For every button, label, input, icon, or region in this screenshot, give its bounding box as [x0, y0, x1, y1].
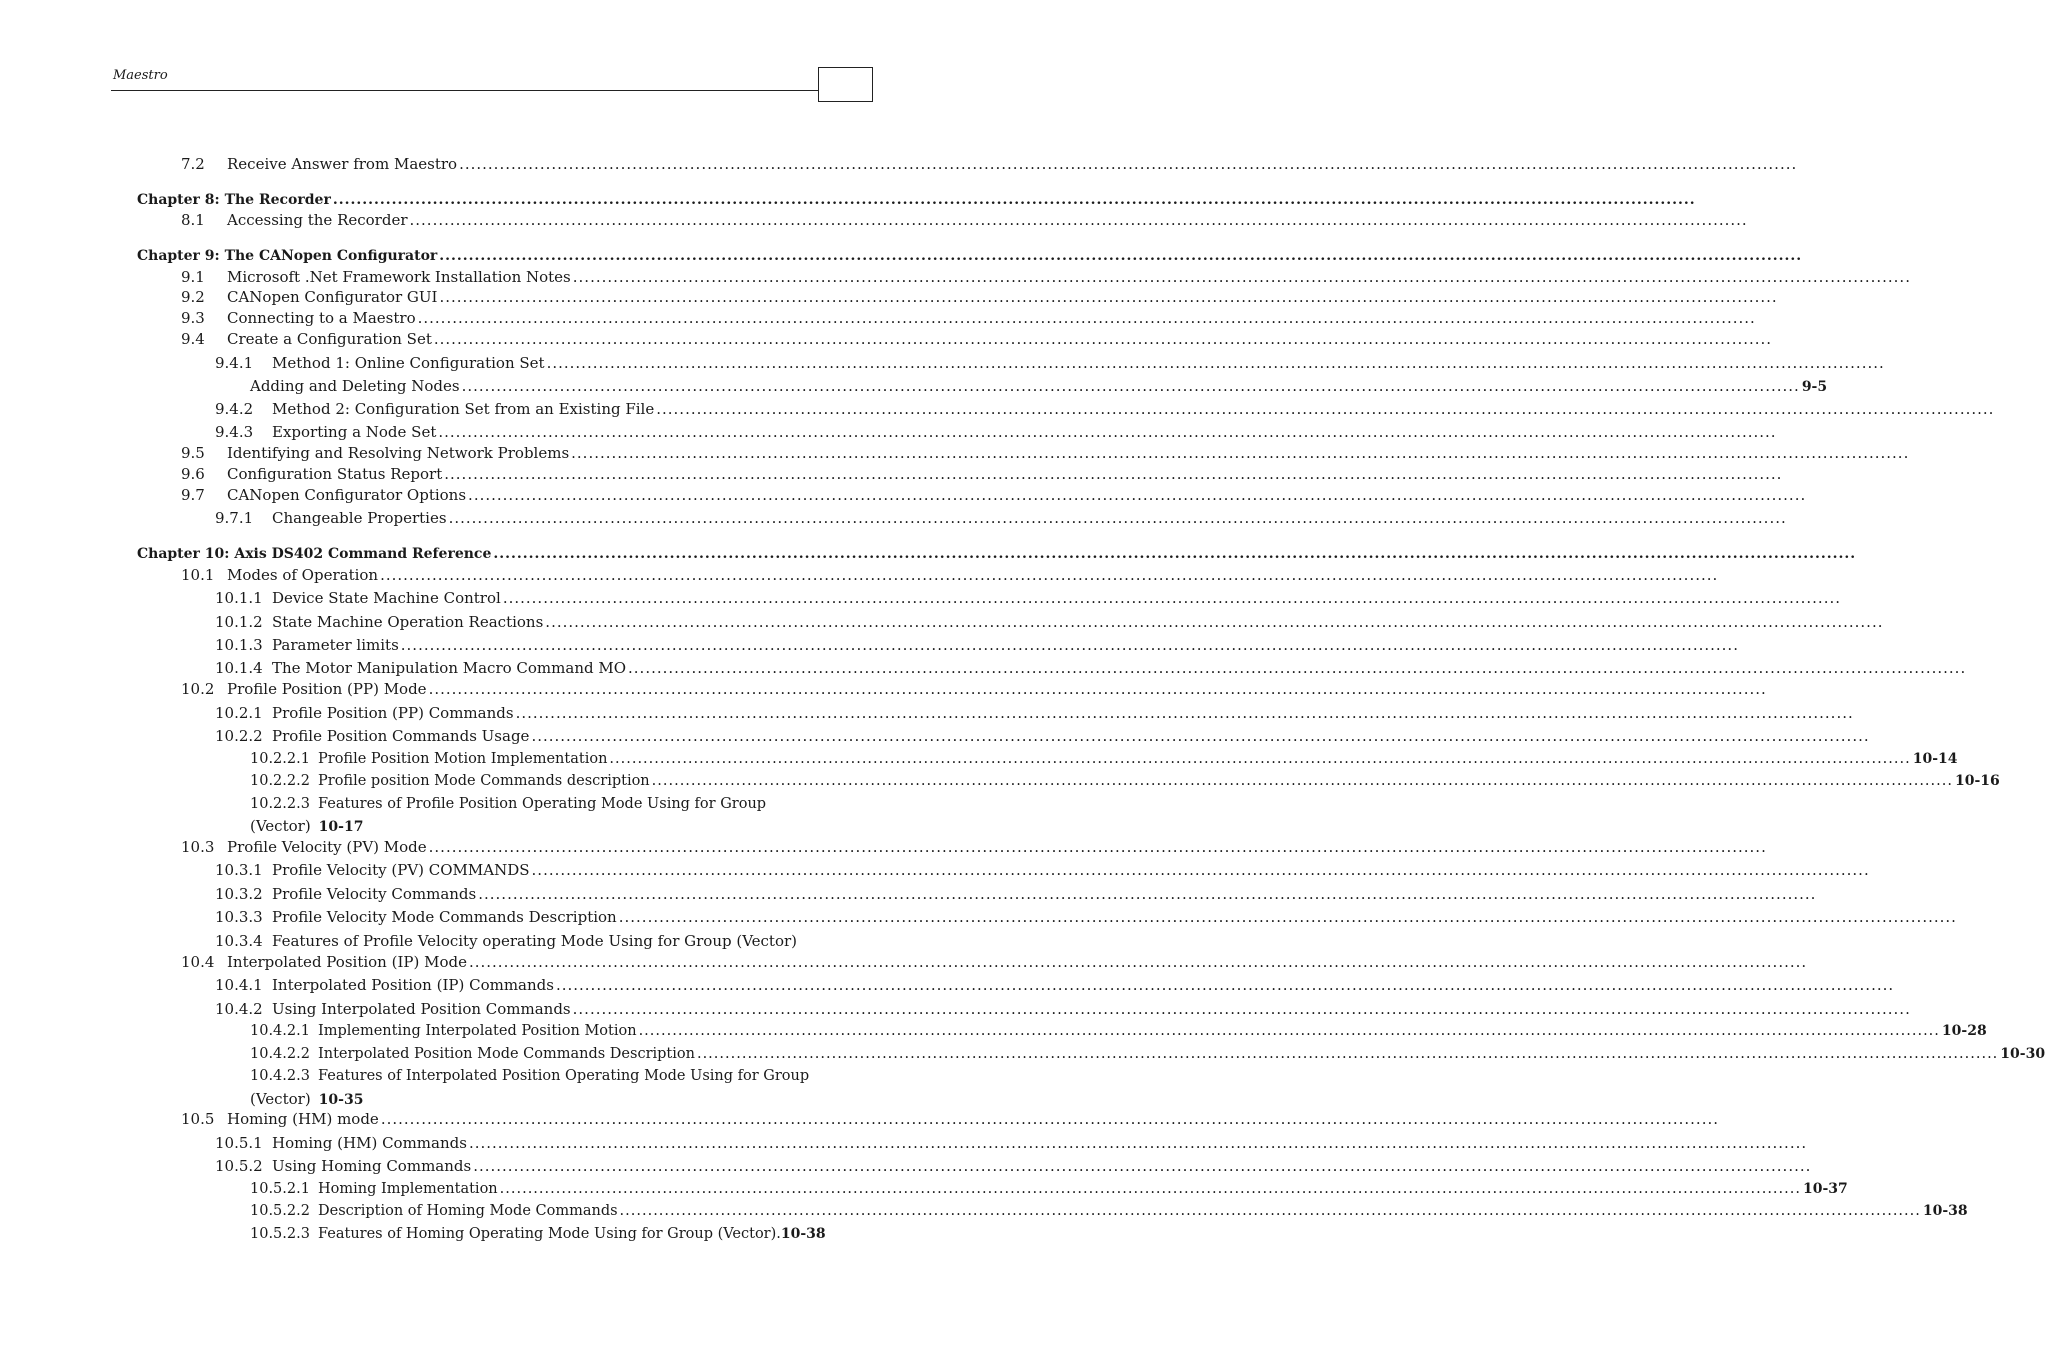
toc-title: Configuration Status Report	[227, 465, 443, 483]
toc-number: 10.1.2	[215, 613, 263, 631]
toc-title: Microsoft .Net Framework Installation Notes	[227, 268, 571, 286]
toc-title: Exporting a Node Set	[272, 423, 437, 441]
toc-page-number: 10-28	[1941, 1023, 1987, 1039]
toc-entry-9-5[interactable]	[181, 443, 792, 463]
toc-number: 10.3.3	[215, 908, 263, 926]
toc-entry-9-4-1[interactable]	[215, 353, 788, 373]
toc-title: Changeable Properties	[272, 509, 447, 527]
toc-chapter-8[interactable]	[137, 190, 795, 210]
toc-number: 9.2	[181, 288, 205, 306]
toc-leader	[503, 588, 1841, 608]
toc-number: 10.2.2.2	[250, 773, 310, 789]
toc-leader	[401, 635, 1739, 655]
toc-title: (Vector)	[250, 817, 311, 835]
toc-title: Chapter 9: The CANopen Configurator	[137, 248, 438, 264]
toc-number: 10.4.2.2	[250, 1046, 310, 1062]
toc-leader	[410, 210, 1748, 230]
toc-entry-10-4-2-2[interactable]	[250, 1044, 2045, 1064]
toc-page-number: 10-14	[1912, 751, 1958, 767]
toc-entry-10-5-2-1[interactable]	[250, 1179, 1848, 1199]
toc-number: 10.3.1	[215, 861, 263, 879]
toc-number: 10.1.3	[215, 636, 263, 654]
toc-entry-7-2[interactable]	[181, 154, 792, 174]
toc-entry-10-5[interactable]	[181, 1109, 775, 1129]
toc-entry-adding-deleting-nodes[interactable]	[250, 376, 1828, 396]
toc-leader	[571, 443, 1909, 463]
toc-leader	[573, 267, 1911, 287]
toc-chapter-10[interactable]	[137, 544, 787, 564]
toc-title: Features of Profile Position Operating Mode Using for Group	[318, 796, 767, 812]
toc-title: Receive Answer from Maestro	[227, 155, 458, 173]
toc-entry-10-3-3[interactable]	[215, 907, 771, 927]
toc-leader	[697, 1044, 1998, 1064]
toc-entry-10-4-2[interactable]	[215, 999, 771, 1019]
toc-number: 8.1	[181, 211, 205, 229]
toc-entry-10-3-4[interactable]	[215, 931, 815, 951]
toc-title: Using Homing Commands	[272, 1157, 472, 1175]
toc-entry-10-3-2[interactable]	[215, 884, 771, 904]
header-title: Maestro	[113, 68, 168, 83]
toc-leader	[418, 308, 1756, 328]
toc-leader	[434, 329, 1772, 349]
toc-leader	[545, 612, 1883, 632]
toc-title: Profile Velocity Commands	[272, 885, 477, 903]
toc-entry-10-5-2-2[interactable]	[250, 1201, 1968, 1221]
toc-title: Homing (HM) mode	[227, 1110, 379, 1128]
toc-number: 9.4.2	[215, 400, 254, 418]
toc-leader	[333, 190, 1696, 210]
toc-title: Device State Machine Control	[272, 589, 501, 607]
toc-entry-10-2-2-2[interactable]	[250, 771, 2000, 791]
toc-number: 10.4.2.1	[250, 1023, 310, 1039]
toc-entry-10-2-1[interactable]	[215, 703, 771, 723]
toc-number: 9.7	[181, 486, 205, 504]
toc-title: Create a Configuration Set	[227, 330, 432, 348]
toc-number: 10.2.2	[215, 727, 263, 745]
toc-number: 9.5	[181, 444, 205, 462]
toc-number: 10.2.2.1	[250, 751, 310, 767]
toc-title: Profile Velocity (PV) COMMANDS	[272, 861, 530, 879]
toc-number: 10.5	[181, 1110, 215, 1128]
toc-entry-10-4-2-1[interactable]	[250, 1021, 1987, 1041]
toc-number: 10.3.4	[215, 932, 263, 950]
toc-leader	[469, 1133, 1807, 1153]
toc-number: 10.4.1	[215, 976, 263, 994]
toc-leader	[462, 376, 1800, 396]
toc-page-number: 10-37	[1802, 1181, 1848, 1197]
toc-leader	[573, 999, 1911, 1019]
toc-page-number: 10-16	[1954, 773, 2000, 789]
toc-title: Chapter 8: The Recorder	[137, 192, 331, 208]
toc-entry-10-1-2[interactable]	[215, 612, 779, 632]
toc-title: The Motor Manipulation Macro Command MO	[272, 659, 627, 677]
toc-title: Parameter limits	[272, 636, 399, 654]
toc-entry-10-5-2[interactable]	[215, 1156, 771, 1176]
toc-leader	[609, 749, 1910, 769]
toc-title: Implementing Interpolated Position Motion	[318, 1023, 637, 1039]
toc-entry-9-4-3[interactable]	[215, 422, 788, 442]
toc-leader	[516, 703, 1854, 723]
toc-title: Chapter 10: Axis DS402 Command Reference	[137, 546, 492, 562]
toc-number: 10.2.1	[215, 704, 263, 722]
toc-entry-10-3[interactable]	[181, 837, 775, 857]
toc-entry-9-7[interactable]	[181, 485, 792, 505]
toc-leader	[500, 1179, 1801, 1199]
toc-number: 10.4.2.3	[250, 1068, 310, 1084]
toc-leader	[438, 422, 1776, 442]
toc-leader	[652, 771, 1953, 791]
toc-leader	[639, 1021, 1940, 1041]
toc-page-number: 10-30	[2000, 1046, 2045, 1062]
toc-entry-9-6[interactable]	[181, 464, 792, 484]
toc-entry-9-4-2[interactable]	[215, 399, 788, 419]
toc-leader	[628, 658, 1966, 678]
toc-title: Interpolated Position (IP) Commands	[272, 976, 554, 994]
toc-entry-continuation[interactable]	[250, 1089, 363, 1110]
toc-leader	[531, 726, 1869, 746]
toc-number: 9.1	[181, 268, 205, 286]
toc-entry-10-2-2-3[interactable]	[250, 794, 818, 814]
toc-title: Features of Homing Operating Mode Using for Group (Vector).	[318, 1226, 781, 1242]
toc-entry-continuation[interactable]	[250, 816, 363, 837]
toc-page-number: 10-38	[1922, 1203, 1968, 1219]
toc-leader	[532, 860, 1870, 880]
toc-title: Modes of Operation	[227, 566, 379, 584]
toc-number: 10.5.2	[215, 1157, 263, 1175]
toc-number: 10.1.4	[215, 659, 263, 677]
toc-title: Profile Position (PP) Commands	[272, 704, 514, 722]
toc-title: Description of Homing Mode Commands	[318, 1203, 618, 1219]
toc-leader	[439, 246, 1802, 266]
toc-leader	[556, 975, 1894, 995]
toc-title: CANopen Configurator GUI	[227, 288, 438, 306]
toc-title: (Vector)	[250, 1090, 311, 1108]
toc-entry-10-4-1[interactable]	[215, 975, 771, 995]
toc-number: 7.2	[181, 155, 205, 173]
toc-page-number: 10-38	[780, 1226, 826, 1242]
toc-leader	[547, 353, 1885, 373]
toc-number: 10.4	[181, 953, 215, 971]
toc-leader	[468, 485, 1806, 505]
toc-chapter-9[interactable]	[137, 246, 795, 266]
toc-entry-10-5-1[interactable]	[215, 1133, 771, 1153]
toc-leader	[459, 154, 1797, 174]
toc-entry-10-1-4[interactable]	[215, 658, 771, 678]
toc-title: State Machine Operation Reactions	[272, 613, 544, 631]
toc-title: Profile Velocity (PV) Mode	[227, 838, 427, 856]
toc-entry-10-1[interactable]	[181, 565, 784, 585]
toc-page-number: 10-17	[318, 819, 364, 835]
toc-number: 10.2	[181, 680, 215, 698]
toc-leader	[429, 837, 1767, 857]
toc-number: 9.6	[181, 465, 205, 483]
toc-entry-10-5-2-3[interactable]	[250, 1224, 826, 1244]
toc-entry-9-3[interactable]	[181, 308, 792, 328]
toc-leader	[381, 1109, 1719, 1129]
toc-title: Interpolated Position Mode Commands Description	[318, 1046, 695, 1062]
toc-number: 9.4.3	[215, 423, 254, 441]
toc-entry-9-1[interactable]	[181, 267, 792, 287]
toc-title: Interpolated Position (IP) Mode	[227, 953, 467, 971]
toc-number: 10.5.2.1	[250, 1181, 310, 1197]
toc-title: Using Interpolated Position Commands	[272, 1000, 571, 1018]
toc-title: Profile Position (PP) Mode	[227, 680, 427, 698]
toc-number: 10.1	[181, 566, 215, 584]
toc-number: 10.5.1	[215, 1134, 263, 1152]
toc-number: 10.1.1	[215, 589, 263, 607]
toc-title: Identifying and Resolving Network Problems	[227, 444, 570, 462]
toc-title: Connecting to a Maestro	[227, 309, 416, 327]
toc-number: 10.3.2	[215, 885, 263, 903]
toc-title: Profile Position Commands Usage	[272, 727, 530, 745]
toc-leader	[620, 1201, 1921, 1221]
toc-page-number: 10-35	[318, 1092, 364, 1108]
toc-entry-10-4-2-3[interactable]	[250, 1066, 818, 1086]
toc-number: 10.2.2.3	[250, 796, 310, 812]
toc-title: Profile position Mode Commands description	[318, 773, 650, 789]
toc-number: 10.5.2.2	[250, 1203, 310, 1219]
toc-leader	[469, 952, 1807, 972]
toc-entry-9-2[interactable]	[181, 287, 792, 307]
toc-title: Profile Velocity Mode Commands Description	[272, 908, 617, 926]
toc-entry-10-1-3[interactable]	[215, 635, 779, 655]
toc-title: Method 1: Online Configuration Set	[272, 354, 545, 372]
toc-entry-10-4[interactable]	[181, 952, 775, 972]
toc-leader	[473, 1156, 1811, 1176]
toc-number: 9.3	[181, 309, 205, 327]
toc-leader	[449, 508, 1787, 528]
toc-leader	[619, 907, 1957, 927]
toc-entry-10-2-2[interactable]	[215, 726, 771, 746]
toc-entry-10-1-1[interactable]	[215, 588, 779, 608]
toc-title: Features of Profile Velocity operating Mode Using for Group (Vector)	[272, 932, 798, 950]
toc-title: Homing Implementation	[318, 1181, 498, 1197]
toc-number: 10.5.2.3	[250, 1226, 310, 1242]
toc-leader	[380, 565, 1718, 585]
toc-entry-9-7-1[interactable]	[215, 508, 788, 528]
toc-leader	[444, 464, 1782, 484]
toc-entry-10-2[interactable]	[181, 679, 775, 699]
toc-title: Method 2: Configuration Set from an Existing File	[272, 400, 655, 418]
toc-title: Adding and Deleting Nodes	[250, 377, 460, 395]
toc-title: Homing (HM) Commands	[272, 1134, 467, 1152]
toc-entry-10-3-1[interactable]	[215, 860, 771, 880]
toc-number: 10.3	[181, 838, 215, 856]
toc-leader	[656, 399, 1994, 419]
toc-leader	[439, 287, 1777, 307]
toc-leader	[493, 544, 1856, 564]
toc-number: 9.4	[181, 330, 205, 348]
toc-entry-8-1[interactable]	[181, 210, 792, 230]
toc-entry-9-4[interactable]	[181, 329, 792, 349]
toc-number: 10.4.2	[215, 1000, 263, 1018]
toc-number: 9.7.1	[215, 509, 254, 527]
toc-title: Features of Interpolated Position Operating Mode Using for Group	[318, 1068, 810, 1084]
toc-title: Accessing the Recorder	[227, 211, 408, 229]
toc-page-number: 9-5	[1801, 379, 1828, 395]
toc-title: Profile Position Motion Implementation	[318, 751, 608, 767]
toc-leader	[429, 679, 1767, 699]
toc-leader	[478, 884, 1816, 904]
toc-entry-10-2-2-1[interactable]	[250, 749, 1958, 769]
toc-title: CANopen Configurator Options	[227, 486, 467, 504]
toc-number: 9.4.1	[215, 354, 254, 372]
